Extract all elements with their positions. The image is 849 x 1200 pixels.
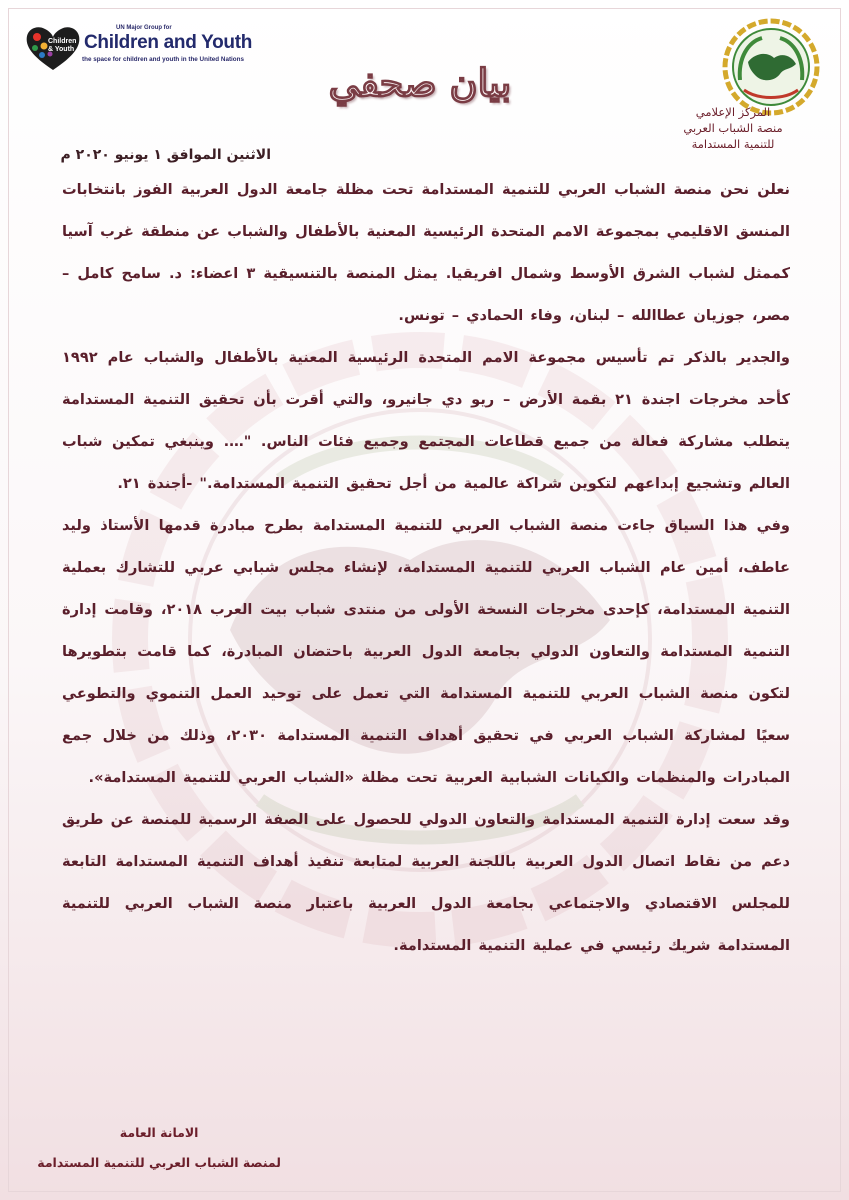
signature-block xyxy=(37,1118,281,1178)
paragraph-context: وفي هذا السياق جاءت منصة الشباب العربي للتنمية المستدامة بطرح مبادرة قدمها الأستاذ وليد عاطف، أمين عام الشباب العربي للتنمية المستدامة، لإنشاء مجلس شبابي عربي للتشارك بعملية التنمية المستدامة، كإحدى مخرجات النسخة الأولى من منتدى شباب بيت العرب ٢٠١٨، وقامت إدارة التنمية المستدامة والتعاون الدولي بجامعة الدول العربية باحتضان المبادرة، كما قامت بتطويرها لتكون منصة الشباب العربي للتنمية المستدامة التي تعمل على توحيد العمل التنموي والتطوعي سعيًا لمشاركة الشباب العربي في تحقيق أهداف التنمية المستدامة ٢٠٣٠، وذلك من خلال جمع المبادرات والمنظمات والكيانات الشبابية العربية تحت مظلة «الشباب العربي للتنمية المستدامة». xyxy=(62,517,790,786)
document-title: بيان صحفي xyxy=(328,60,512,105)
document-date: الاثنين الموافق ١ يونيو ٢٠٢٠ م xyxy=(60,147,271,163)
arab-youth-platform-emblem xyxy=(722,18,820,116)
org-line-sustainable: للتنمية المستدامة xyxy=(691,137,775,151)
org-line-media-center: المركز الإعلامي xyxy=(695,105,771,119)
paragraph-announcement: نعلن نحن منصة الشباب العربي للتنمية المستدامة تحت مظلة جامعة الدول العربية الفوز بانتخابات المنسق الاقليمي بمجموعة الامم المتحدة الرئيسية المعنية بالأطفال والشباب عن منطقة غرب آسيا كممثل لشباب الشرق الأوسط وشمال افريقيا. يمثل المنصة بالتنسيقية ٣ اعضاء: د. سامح كامل – مصر، جوزيان عطاالله – لبنان، وفاء الحمادي – تونس. xyxy=(62,181,790,324)
org-line-platform: منصة الشباب العربي xyxy=(683,121,783,135)
press-release-body xyxy=(62,169,790,967)
paragraph-background: والجدير بالذكر تم تأسيس مجموعة الامم المتحدة الرئيسية المعنية بالأطفال والشباب عام ١٩٩٢ كأحد مخرجات اجندة ٢١ بقمة الأرض – ريو دي جانيرو، والتي أقرت بأن تحقيق التنمية المستدامة يتطلب مشاركة فعالة من جميع قطاعات المجتمع وجميع فئات الناس. "…. وينبغي تمكين شباب العالم وتشجيع إبداعهم لتكوين شراكة عالمية من أجل تحقيق التنمية المستدامة." -أجندة ٢١. xyxy=(62,349,790,492)
paragraph-recognition: وقد سعت إدارة التنمية المستدامة والتعاون الدولي للحصول على الصفة الرسمية للمنصة عن طريق دعم من نقاط اتصال الدول العربية باللجنة العربية لمتابعة تنفيذ أهداف التنمية المستدامة التابعة للمجلس الاقتصادي والاجتماعي بجامعة الدول العربية باعتبار منصة الشباب العربي للتنمية المستدامة شريك رئيسي في عملية التنمية المستدامة. xyxy=(62,811,790,954)
signature-line-platform: لمنصة الشباب العربي للتنمية المستدامة xyxy=(37,1155,281,1170)
logo-tagline: the space for children and youth in the United Nations xyxy=(82,56,244,63)
logo-title: Children and Youth xyxy=(84,32,253,53)
logo-mark-text: Children & Youth xyxy=(48,38,77,53)
organization-name xyxy=(643,104,823,152)
signature-line-secretariat: الامانة العامة xyxy=(119,1125,199,1140)
logo-small-text: UN Major Group for xyxy=(116,25,172,31)
children-and-youth-logo xyxy=(24,24,253,72)
